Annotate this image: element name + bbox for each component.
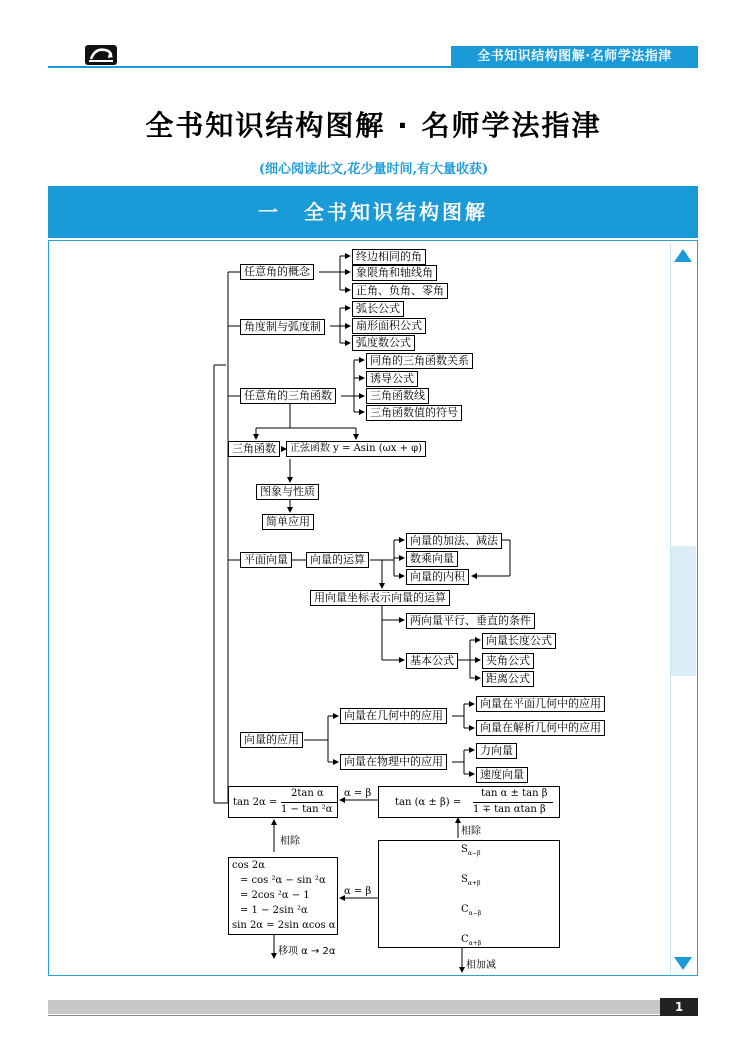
label-alpha-beta: α = β (344, 788, 372, 799)
page-subtitle: (细心阅读此文,花少量时间,有大量收获) (258, 162, 489, 177)
section-banner: 一 全书知识结构图解 (48, 186, 698, 238)
node-concept: 任意角的概念 (240, 264, 314, 280)
node-trig-func: 任意角的三角函数 (240, 388, 336, 404)
node-concept-item: 终边相同的角 (352, 249, 426, 265)
label-shift: 移项 α → 2α (278, 946, 336, 957)
node-plane-vector: 平面向量 (240, 552, 292, 568)
node-simple-app: 简单应用 (262, 514, 314, 530)
formula-double-angle: cos 2α = cos ²α − sin ²α = 2cos ²α − 1 = 1 − 2sin ²α sin 2α = 2sin αcos α (228, 857, 338, 935)
formula-sum-difference: $S_{\alpha-\beta}$ $S_{\alpha+\beta}$ $C_{\alpha-\beta}$ $C_{\alpha+\beta}$ (378, 840, 560, 948)
label-alpha-beta: α = β (344, 886, 372, 897)
node-vector-app: 向量的应用 (240, 732, 303, 748)
node-vec-op-item: 向量的加法、减法 (406, 533, 502, 549)
running-title: 全书知识结构图解·名师学法指津 (451, 46, 698, 68)
footer-bar (48, 1000, 660, 1014)
node-sine-func: 正弦函数 y = Asin (ωx + φ) (286, 441, 426, 457)
node-phys-item: 速度向量 (476, 767, 528, 783)
node-coordinate-ops: 用向量坐标表示向量的运算 (310, 590, 450, 606)
node-basic: 基本公式 (406, 653, 458, 669)
node-geo-app: 向量在几何中的应用 (340, 708, 447, 724)
node-concept-item: 象限角和轴线角 (352, 265, 437, 281)
node-vec-op-item: 向量的内积 (406, 569, 469, 585)
node-graph: 图象与性质 (256, 484, 319, 500)
node-basic-item: 夹角公式 (482, 653, 534, 669)
node-trig-item: 诱导公式 (366, 371, 418, 387)
node-basic-item: 距离公式 (482, 671, 534, 687)
node-trig-item: 三角函数线 (366, 388, 429, 404)
node-radian-item: 弧度数公式 (352, 335, 415, 351)
label-divide: 相除 (461, 826, 481, 837)
node-basic-item: 向量长度公式 (482, 633, 556, 649)
node-concept-item: 正角、负角、零角 (352, 283, 448, 299)
label-add: 相加减 (466, 960, 496, 971)
node-radian: 角度制与弧度制 (240, 319, 325, 335)
node-trig: 三角函数 (228, 441, 280, 457)
node-vec-op-item: 数乘向量 (406, 551, 458, 567)
node-trig-item: 同角的三角函数关系 (366, 353, 473, 369)
formula-tan2: tan 2α = 2tan α 1 − tan ²α (228, 786, 338, 818)
node-radian-item: 弧长公式 (352, 301, 404, 317)
label-divide: 相除 (280, 836, 300, 847)
node-trig-item: 三角函数值的符号 (366, 405, 462, 421)
node-phys-app: 向量在物理中的应用 (340, 754, 447, 770)
footer-rule (48, 1015, 698, 1016)
page-number: 1 (660, 998, 698, 1016)
node-geo-item: 向量在平面几何中的应用 (476, 696, 605, 712)
node-phys-item: 力向量 (476, 743, 517, 759)
node-parallel: 两向量平行、垂直的条件 (406, 613, 535, 629)
node-geo-item: 向量在解析几何中的应用 (476, 720, 605, 736)
formula-tan-sum: tan (α ± β) = tan α ± tan β 1 ∓ tan αtan β (378, 786, 560, 818)
node-vector-ops: 向量的运算 (306, 552, 369, 568)
node-radian-item: 扇形面积公式 (352, 318, 426, 334)
page-title: 全书知识结构图解 · 名师学法指津 (145, 109, 602, 142)
